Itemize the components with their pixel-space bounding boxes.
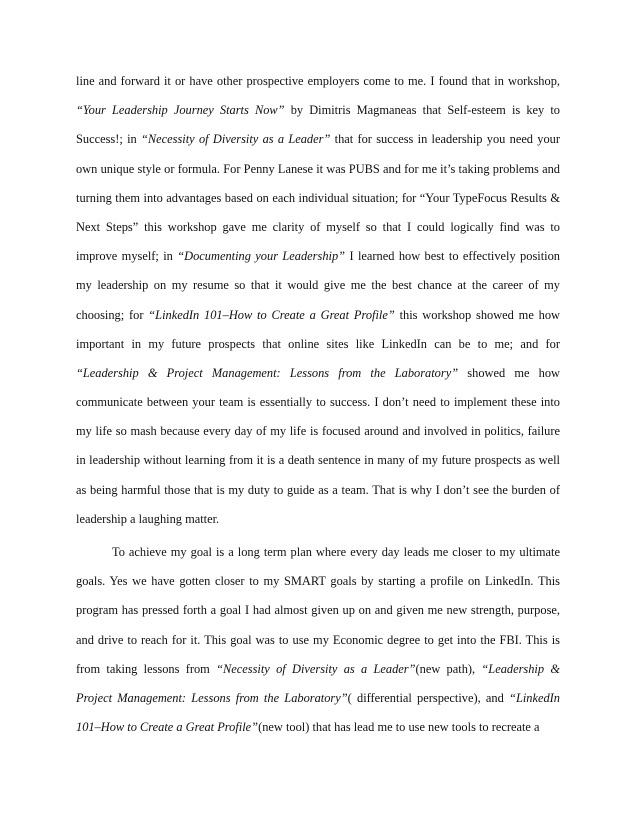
body-text: my life so mash because every day of my life is focused around and involved in politics, failure bbox=[76, 424, 560, 439]
text-line bbox=[76, 330, 560, 359]
text-line bbox=[76, 67, 560, 96]
text-line bbox=[76, 713, 560, 742]
italic-title-text: “Leadership & Project Management: Lessons from the Laboratory” bbox=[76, 365, 459, 380]
paragraph-1 bbox=[76, 67, 560, 534]
text-line bbox=[76, 125, 560, 154]
italic-title-text: “Your Leadership Journey Starts Now” bbox=[76, 103, 285, 118]
text-line bbox=[76, 684, 560, 713]
body-text: my leadership on my resume so that it would give me the best chance at the career of my bbox=[76, 278, 560, 293]
italic-title-text: “Necessity of Diversity as a Leader” bbox=[141, 132, 331, 147]
body-text: Success!; in bbox=[76, 132, 141, 147]
text-line bbox=[76, 538, 560, 567]
body-text: this workshop showed me how bbox=[394, 307, 560, 322]
body-text: turning them into advantages based on each individual situation; for “Your TypeFocus Results & bbox=[76, 190, 560, 205]
text-line bbox=[76, 388, 560, 417]
body-text: by Dimitris Magmaneas that Self-esteem is key to bbox=[284, 103, 560, 118]
text-line bbox=[76, 626, 560, 655]
text-line bbox=[76, 359, 560, 388]
text-line bbox=[76, 417, 560, 446]
body-text: leadership a laughing matter. bbox=[76, 511, 220, 526]
text-line bbox=[76, 655, 560, 684]
italic-title-text: Project Management: Lessons from the Laboratory” bbox=[76, 690, 348, 705]
text-line bbox=[76, 242, 560, 271]
body-text: own unique style or formula. For Penny Lanese it was PUBS and for me it’s taking problems and bbox=[76, 161, 560, 176]
body-text: in leadership without learning from it is a death sentence in many of my future prospects as well bbox=[76, 453, 560, 468]
body-text: improve myself; in bbox=[76, 249, 178, 264]
text-line bbox=[76, 567, 560, 596]
italic-title-text: “LinkedIn 101–How to Create a Great Profile” bbox=[148, 307, 395, 322]
italic-title-text: “Necessity of Diversity as a Leader” bbox=[216, 661, 416, 676]
body-text: important in my future prospects that online sites like LinkedIn can be to me; and for bbox=[76, 336, 560, 351]
body-text: (new path), bbox=[415, 661, 482, 676]
text-line bbox=[76, 96, 560, 125]
italic-title-text: “Leadership & bbox=[481, 661, 560, 676]
italic-title-text: 101–How to Create a Great Profile” bbox=[76, 720, 259, 735]
text-line bbox=[76, 505, 560, 534]
body-text: Next Steps” this workshop gave me clarity of myself so that I could logically find was to bbox=[76, 219, 560, 234]
body-text: line and forward it or have other prospective employers come to me. I found that in workshop, bbox=[76, 74, 560, 88]
paragraph-2 bbox=[76, 538, 560, 742]
body-text: To achieve my goal is a long term plan where every day leads me closer to my ultimate bbox=[112, 545, 560, 559]
body-text: (new tool) that has lead me to use new tools to recreate a bbox=[258, 720, 540, 735]
text-line bbox=[76, 213, 560, 242]
text-line bbox=[76, 155, 560, 184]
body-text: choosing; for bbox=[76, 307, 149, 322]
body-text: I learned how best to effectively position bbox=[345, 249, 560, 264]
text-line bbox=[76, 596, 560, 625]
body-text: as being harmful those that is my duty to guide as a team. That is why I don’t see the burden of bbox=[76, 482, 560, 497]
text-line bbox=[76, 271, 560, 300]
body-text: showed me how bbox=[458, 365, 561, 380]
body-text: from taking lessons from bbox=[76, 661, 217, 676]
body-text: and drive to reach for it. This goal was to use my Economic degree to get into the FBI. This is bbox=[76, 632, 560, 647]
italic-title-text: “LinkedIn bbox=[509, 690, 560, 705]
text-line bbox=[76, 301, 560, 330]
document-body bbox=[76, 67, 560, 742]
italic-title-text: “Documenting your Leadership” bbox=[177, 249, 346, 264]
body-text: communicate between your team is essentially to success. I don’t need to implement these into bbox=[76, 395, 560, 410]
body-text: goals. Yes we have gotten closer to my SMART goals by starting a profile on LinkedIn. This bbox=[76, 574, 560, 589]
text-line bbox=[76, 446, 560, 475]
body-text: ( differential perspective), and bbox=[347, 690, 510, 705]
body-text: program has pressed forth a goal I had almost given up on and given me new strength, purpose, bbox=[76, 603, 560, 618]
text-line bbox=[76, 184, 560, 213]
body-text: that for success in leadership you need your bbox=[330, 132, 560, 147]
text-line bbox=[76, 476, 560, 505]
